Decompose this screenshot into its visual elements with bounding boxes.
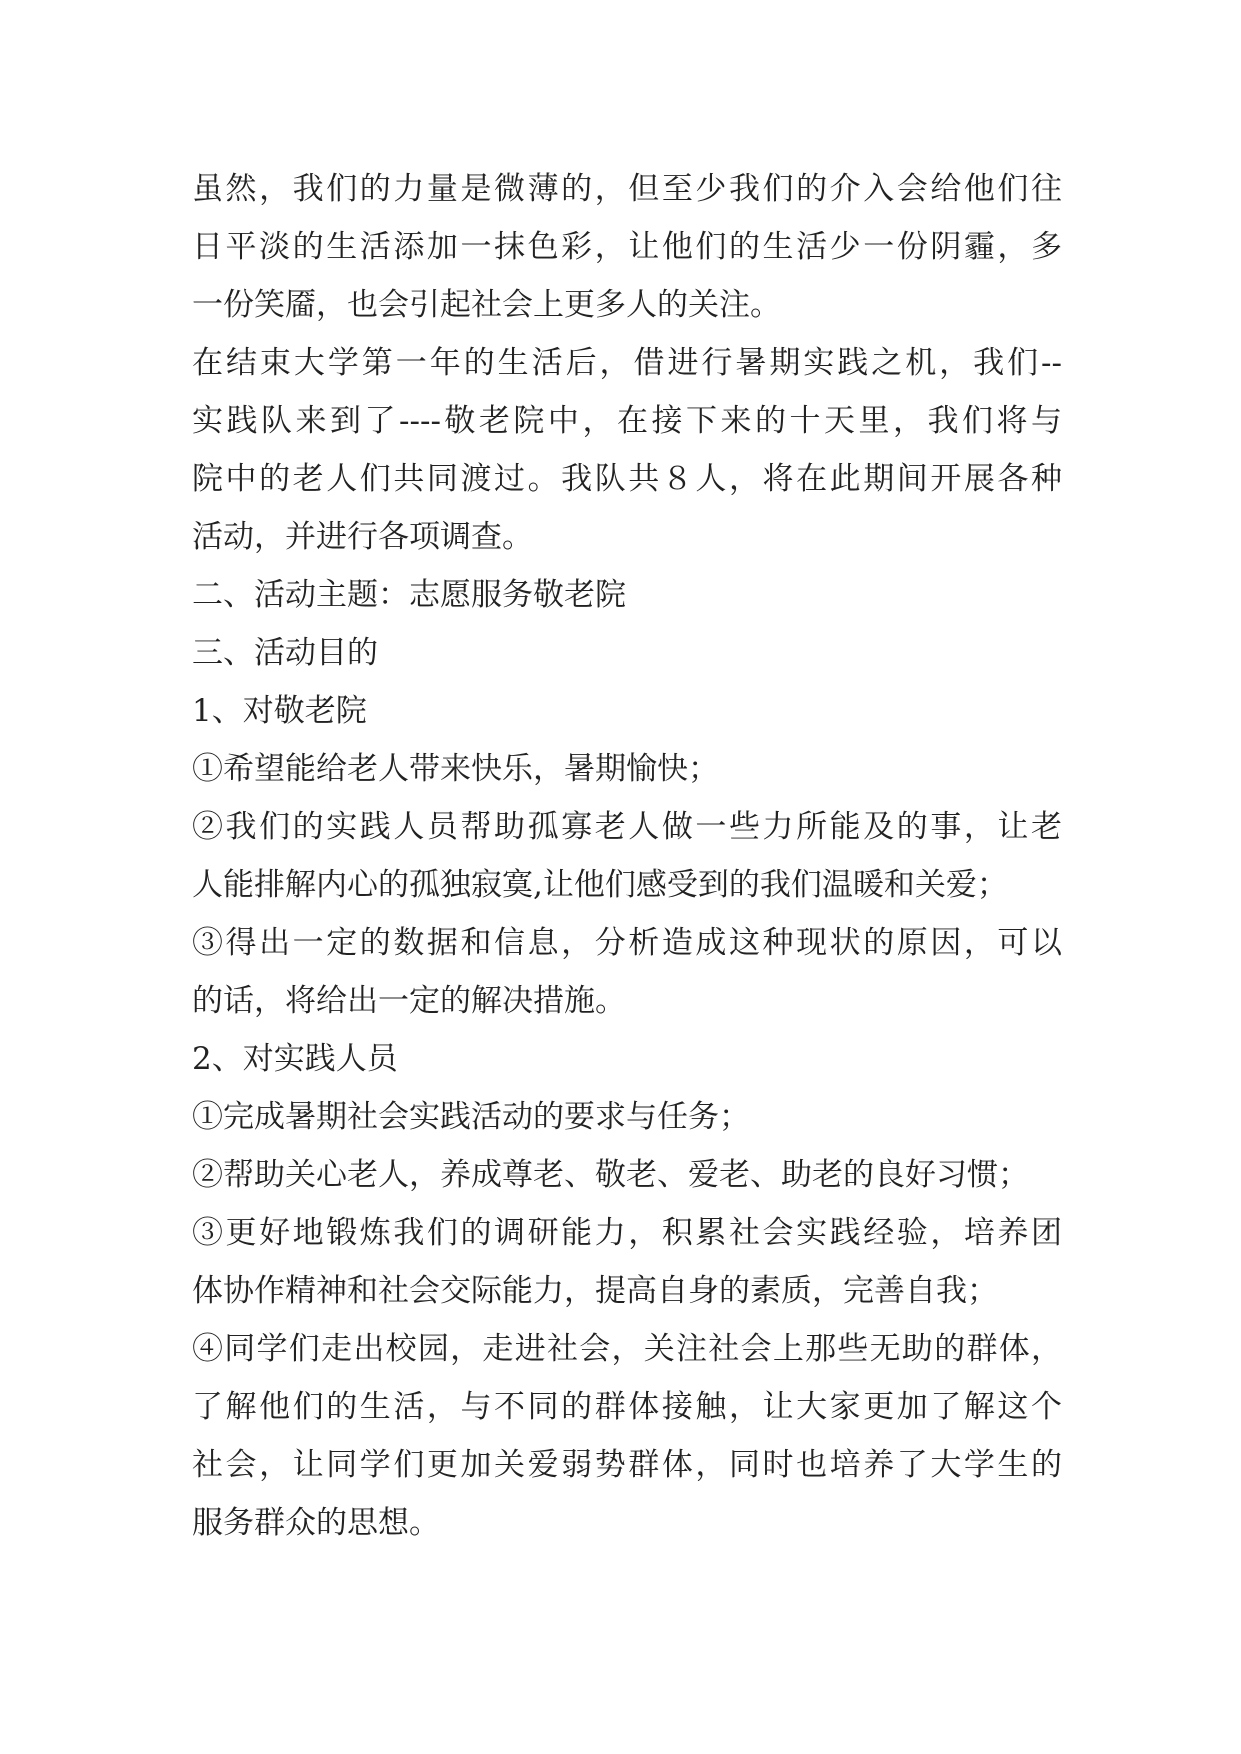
section-heading	[192, 566, 1062, 624]
text-line: 社会，让同学们更加关爱弱势群体，同时也培养了大学生的	[192, 1447, 1062, 1483]
text-line: 体协作精神和社会交际能力，提高自身的素质，完善自我；	[192, 1273, 998, 1309]
text-line: 在结束大学第一年的生活后，借进行暑期实践之机，我们--	[192, 345, 1062, 381]
list-item	[192, 1088, 1062, 1146]
list-item	[192, 1146, 1062, 1204]
list-item	[192, 1320, 1062, 1552]
text-line: 虽然，我们的力量是微薄的，但至少我们的介入会给他们往	[192, 171, 1062, 207]
list-item	[192, 798, 1062, 914]
text-line: 2、对实践人员	[192, 1041, 398, 1077]
paragraph	[192, 334, 1062, 566]
text-line: ①完成暑期社会实践活动的要求与任务；	[192, 1099, 750, 1135]
text-line: 1、对敬老院	[192, 693, 367, 729]
text-line: 的话，将给出一定的解决措施。	[192, 983, 626, 1019]
text-line: ③得出一定的数据和信息，分析造成这种现状的原因，可以	[192, 925, 1062, 961]
text-line: 日平淡的生活添加一抹色彩，让他们的生活少一份阴霾，多	[192, 229, 1062, 265]
text-line: 一份笑靥，也会引起社会上更多人的关注。	[192, 287, 781, 323]
list-item	[192, 914, 1062, 1030]
text-line: 实践队来到了----敬老院中，在接下来的十天里，我们将与	[192, 403, 1062, 439]
text-line: ①希望能给老人带来快乐，暑期愉快；	[192, 751, 719, 787]
subsection-heading	[192, 682, 1062, 740]
text-line: 院中的老人们共同渡过。我队共８人，将在此期间开展各种	[192, 461, 1062, 497]
text-line: ②帮助关心老人，养成尊老、敬老、爱老、助老的良好习惯；	[192, 1157, 1029, 1193]
subsection-heading	[192, 1030, 1062, 1088]
text-line: 活动，并进行各项调查。	[192, 519, 533, 555]
text-line: ③更好地锻炼我们的调研能力，积累社会实践经验，培养团	[192, 1215, 1062, 1251]
text-line: ④同学们走出校园，走进社会，关注社会上那些无助的群体，	[192, 1331, 1062, 1367]
paragraph	[192, 160, 1062, 334]
text-line: 服务群众的思想。	[192, 1505, 440, 1541]
text-line: 人能排解内心的孤独寂寞,让他们感受到的我们温暖和关爱；	[192, 867, 1008, 903]
list-item	[192, 740, 1062, 798]
text-line: 三、活动目的	[192, 635, 378, 671]
text-line: 了解他们的生活，与不同的群体接触，让大家更加了解这个	[192, 1389, 1062, 1425]
document-body	[192, 160, 1062, 1552]
list-item	[192, 1204, 1062, 1320]
text-line: 二、活动主题：志愿服务敬老院	[192, 577, 626, 613]
text-line: ②我们的实践人员帮助孤寡老人做一些力所能及的事，让老	[192, 809, 1062, 845]
section-heading	[192, 624, 1062, 682]
